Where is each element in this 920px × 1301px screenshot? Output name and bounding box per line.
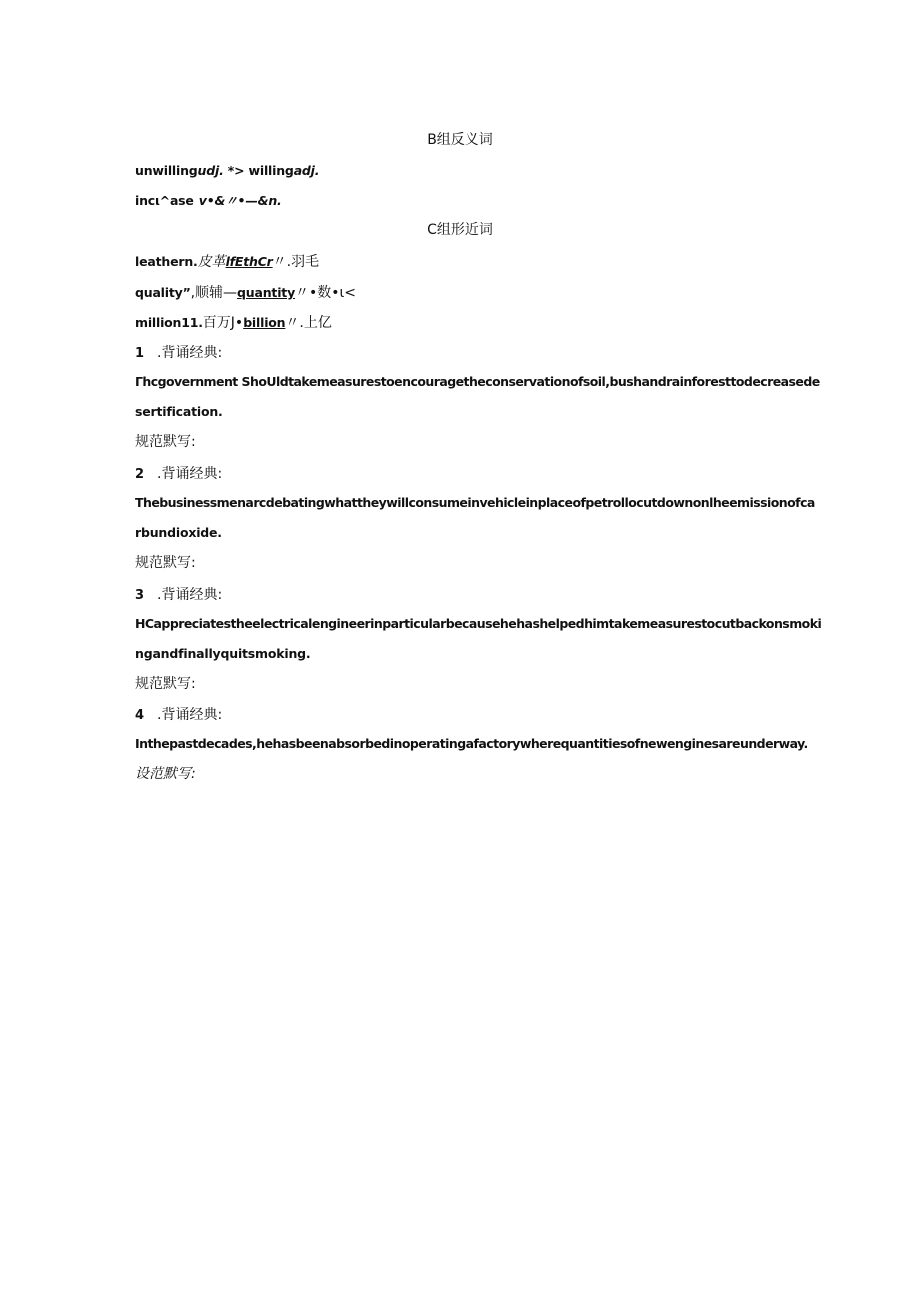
word: quantity	[237, 285, 296, 300]
item-1-write-label: 规范默写:	[135, 434, 196, 450]
item-number: 3	[135, 588, 145, 603]
word: million11.	[135, 315, 203, 330]
meaning: 百万J•	[202, 315, 244, 331]
item-2-header	[135, 463, 222, 485]
item-label: .背诵经典:	[157, 587, 223, 603]
item-3-write-label: 规范默写:	[135, 676, 196, 692]
word: leathern.	[135, 254, 198, 269]
word: incι^ase	[135, 193, 194, 208]
section-b-heading	[0, 130, 920, 150]
item-label: .背诵经典:	[157, 466, 223, 482]
meaning: 〃.羽毛	[272, 254, 320, 270]
item-3-text-line-1: HCappreciatestheelectricalengineerinparticularbecausehehashelpedhimtakemeasurestocutbackonsmoki	[135, 616, 822, 631]
section-c-row-1	[135, 251, 319, 272]
word: quality”	[135, 285, 191, 300]
item-1-text-line-2: sertification.	[135, 404, 223, 419]
item-number: 4	[135, 708, 145, 723]
word: billion	[243, 315, 286, 330]
section-c-row-3	[135, 312, 332, 333]
section-b-heading-text: B组反义词	[427, 132, 493, 148]
item-3-header	[135, 584, 222, 606]
item-4-text-line-1: Inthepastdecades,hehasbeenabsorbedinoperatingafactorywherequantitiesofnewenginesareunderway.	[135, 736, 808, 751]
section-b-row-2	[135, 190, 282, 211]
item-1-header	[135, 342, 222, 364]
item-2-write-label: 规范默写:	[135, 555, 196, 571]
item-2-text-line-1: Thebusinessmenarcdebatingwhattheywillconsumeinvehicleinplaceofpetrollocutdownonlheemissionofca	[135, 495, 815, 510]
item-1-text-line-1: Γhcgovernment ShoUldtakemeasurestoencouragetheconservationofsoil,bushandrainforesttodecreasede	[135, 374, 820, 389]
item-3-text-line-2: ngandfinallyquitsmoking.	[135, 646, 311, 661]
item-label: .背诵经典:	[157, 707, 223, 723]
item-number: 2	[135, 467, 145, 482]
section-b-row-1	[135, 160, 319, 181]
part-of-speech: udj.	[197, 163, 224, 178]
part-of-speech: adj.	[293, 163, 320, 178]
item-number: 1	[135, 346, 145, 361]
word: *> willing	[223, 163, 294, 178]
section-c-heading-text: C组形近词	[427, 222, 493, 238]
item-4-header	[135, 704, 222, 726]
section-c-row-2	[135, 282, 356, 303]
word: lfEthCr	[225, 254, 273, 269]
section-c-heading	[0, 220, 920, 240]
item-4-write-label: 设范默写:	[135, 766, 196, 782]
meaning: 〃•数•ι<	[295, 285, 356, 301]
meaning: 皮革	[197, 254, 226, 270]
meaning: ,顺辅—	[190, 285, 238, 301]
item-label: .背诵经典:	[157, 345, 223, 361]
item-2-text-line-2: rbundioxide.	[135, 525, 222, 540]
word: unwilling	[135, 163, 198, 178]
meaning: 〃.上亿	[285, 315, 332, 331]
part-of-speech: v•&〃•—&n.	[198, 193, 282, 208]
